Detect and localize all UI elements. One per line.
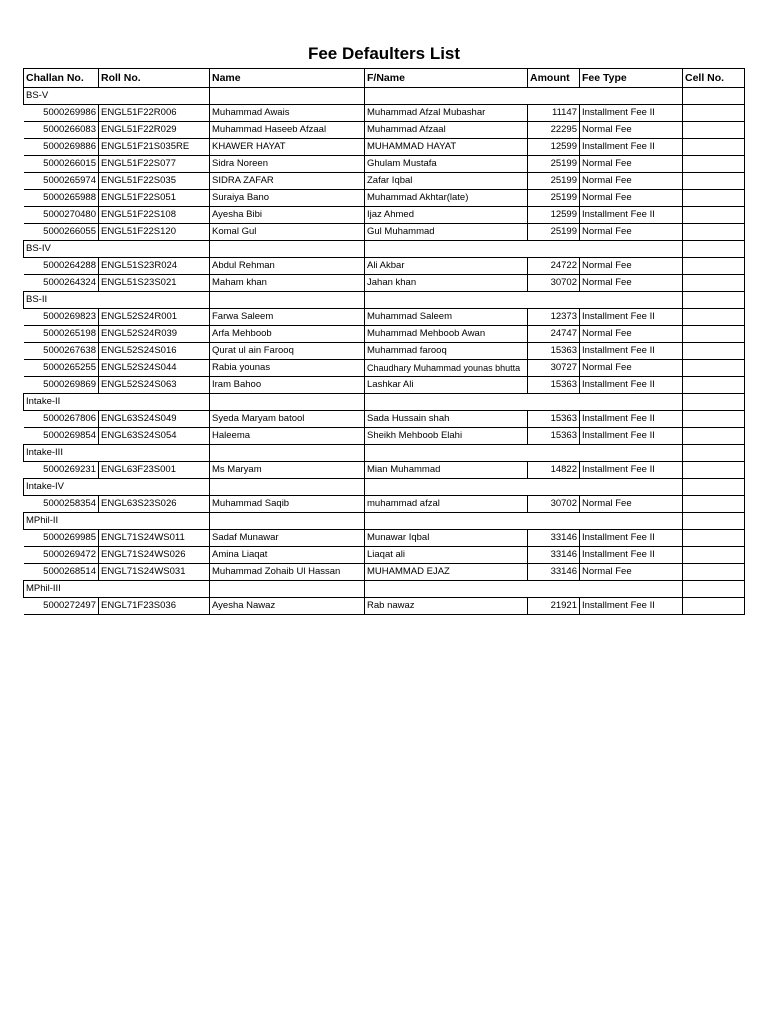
roll-cell: ENGL51F22S051 xyxy=(99,190,210,207)
table-row xyxy=(24,564,745,581)
cell-no-cell xyxy=(683,598,745,615)
section-row xyxy=(24,241,745,258)
challan-cell: 5000265974 xyxy=(24,173,99,190)
name-cell: Suraiya Bano xyxy=(210,190,365,207)
section-spacer xyxy=(210,513,365,530)
section-spacer xyxy=(210,88,365,105)
fee-type-cell: Installment Fee II xyxy=(580,411,683,428)
section-spacer xyxy=(580,513,683,530)
challan-cell: 5000269869 xyxy=(24,377,99,394)
name-cell: Muhammad Zohaib Ul Hassan xyxy=(210,564,365,581)
column-header-name: Name xyxy=(210,69,365,88)
section-spacer xyxy=(683,581,745,598)
section-spacer xyxy=(99,241,210,258)
roll-cell: ENGL51S23R024 xyxy=(99,258,210,275)
section-spacer xyxy=(210,479,365,496)
table-row xyxy=(24,224,745,241)
cell-no-cell xyxy=(683,173,745,190)
table-row xyxy=(24,309,745,326)
challan-cell: 5000269886 xyxy=(24,139,99,156)
cell-no-cell xyxy=(683,139,745,156)
challan-cell: 5000264288 xyxy=(24,258,99,275)
name-cell: Ms Maryam xyxy=(210,462,365,479)
roll-cell: ENGL71F23S036 xyxy=(99,598,210,615)
fname-cell: MUHAMMAD HAYAT xyxy=(365,139,528,156)
fname-cell: Muhammad Mehboob Awan xyxy=(365,326,528,343)
name-cell: Muhammad Awais xyxy=(210,105,365,122)
roll-cell: ENGL51S23S021 xyxy=(99,275,210,292)
section-spacer xyxy=(528,513,580,530)
section-spacer xyxy=(99,292,210,309)
column-header-challan: Challan No. xyxy=(24,69,99,88)
section-spacer xyxy=(99,513,210,530)
fee-type-cell: Normal Fee xyxy=(580,326,683,343)
fname-cell: Chaudhary Muhammad younas bhutta xyxy=(365,360,528,377)
table-row xyxy=(24,173,745,190)
section-spacer xyxy=(580,581,683,598)
roll-cell: ENGL71S24WS026 xyxy=(99,547,210,564)
fee-type-cell: Normal Fee xyxy=(580,275,683,292)
table-row xyxy=(24,122,745,139)
fname-cell: Ijaz Ahmed xyxy=(365,207,528,224)
fee-type-cell: Normal Fee xyxy=(580,496,683,513)
fname-cell: Jahan khan xyxy=(365,275,528,292)
name-cell: Haleema xyxy=(210,428,365,445)
section-spacer xyxy=(99,581,210,598)
cell-no-cell xyxy=(683,207,745,224)
section-spacer xyxy=(210,292,365,309)
table-row xyxy=(24,496,745,513)
section-spacer xyxy=(365,445,528,462)
fname-cell: Sada Hussain shah xyxy=(365,411,528,428)
section-label: BS-II xyxy=(24,292,99,309)
fee-type-cell: Installment Fee II xyxy=(580,309,683,326)
cell-no-cell xyxy=(683,275,745,292)
defaulters-table xyxy=(23,68,745,615)
challan-cell: 5000269823 xyxy=(24,309,99,326)
challan-cell: 5000265198 xyxy=(24,326,99,343)
roll-cell: ENGL63S23S026 xyxy=(99,496,210,513)
section-label: MPhil-II xyxy=(24,513,99,530)
challan-cell: 5000265988 xyxy=(24,190,99,207)
challan-cell: 5000269231 xyxy=(24,462,99,479)
amount-cell: 15363 xyxy=(528,377,580,394)
cell-no-cell xyxy=(683,411,745,428)
cell-no-cell xyxy=(683,377,745,394)
fee-type-cell: Normal Fee xyxy=(580,122,683,139)
section-label: BS-IV xyxy=(24,241,99,258)
section-spacer xyxy=(683,241,745,258)
challan-cell: 5000268514 xyxy=(24,564,99,581)
fname-cell: Lashkar Ali xyxy=(365,377,528,394)
fee-type-cell: Installment Fee II xyxy=(580,530,683,547)
fname-cell: Sheikh Mehboob Elahi xyxy=(365,428,528,445)
amount-cell: 33146 xyxy=(528,547,580,564)
section-row xyxy=(24,88,745,105)
roll-cell: ENGL52S24R001 xyxy=(99,309,210,326)
roll-cell: ENGL52S24S016 xyxy=(99,343,210,360)
roll-cell: ENGL51F22S108 xyxy=(99,207,210,224)
table-row xyxy=(24,360,745,377)
column-header-cell: Cell No. xyxy=(683,69,745,88)
challan-cell: 5000266055 xyxy=(24,224,99,241)
section-spacer xyxy=(580,241,683,258)
fname-cell: Mian Muhammad xyxy=(365,462,528,479)
fee-type-cell: Normal Fee xyxy=(580,360,683,377)
amount-cell: 25199 xyxy=(528,173,580,190)
amount-cell: 30702 xyxy=(528,496,580,513)
fname-cell: Muhammad Akhtar(late) xyxy=(365,190,528,207)
fname-cell: Muhammad Afzal Mubashar xyxy=(365,105,528,122)
section-row xyxy=(24,292,745,309)
header-row xyxy=(24,69,745,88)
cell-no-cell xyxy=(683,224,745,241)
fee-type-cell: Installment Fee II xyxy=(580,377,683,394)
name-cell: Ayesha Nawaz xyxy=(210,598,365,615)
fee-type-cell: Normal Fee xyxy=(580,224,683,241)
fname-cell: MUHAMMAD EJAZ xyxy=(365,564,528,581)
amount-cell: 11147 xyxy=(528,105,580,122)
table-row xyxy=(24,377,745,394)
section-row xyxy=(24,479,745,496)
fname-cell: Ghulam Mustafa xyxy=(365,156,528,173)
fee-type-cell: Normal Fee xyxy=(580,190,683,207)
cell-no-cell xyxy=(683,190,745,207)
table-body xyxy=(24,88,745,615)
cell-no-cell xyxy=(683,547,745,564)
section-spacer xyxy=(580,394,683,411)
roll-cell: ENGL63F23S001 xyxy=(99,462,210,479)
fname-cell: Gul Muhammad xyxy=(365,224,528,241)
roll-cell: ENGL71S24WS011 xyxy=(99,530,210,547)
challan-cell: 5000267806 xyxy=(24,411,99,428)
section-spacer xyxy=(365,394,528,411)
amount-cell: 21921 xyxy=(528,598,580,615)
section-spacer xyxy=(580,445,683,462)
roll-cell: ENGL63S24S054 xyxy=(99,428,210,445)
amount-cell: 12599 xyxy=(528,139,580,156)
roll-cell: ENGL51F21S035RE xyxy=(99,139,210,156)
fname-cell: muhammad afzal xyxy=(365,496,528,513)
fee-type-cell: Installment Fee II xyxy=(580,105,683,122)
amount-cell: 30727 xyxy=(528,360,580,377)
section-spacer xyxy=(210,445,365,462)
section-spacer xyxy=(528,88,580,105)
section-spacer xyxy=(580,88,683,105)
fee-type-cell: Normal Fee xyxy=(580,156,683,173)
section-spacer xyxy=(365,241,528,258)
amount-cell: 15363 xyxy=(528,428,580,445)
roll-cell: ENGL52S24R039 xyxy=(99,326,210,343)
fee-type-cell: Installment Fee II xyxy=(580,598,683,615)
table-row xyxy=(24,428,745,445)
section-spacer xyxy=(99,445,210,462)
fname-cell: Liaqat ali xyxy=(365,547,528,564)
table-row xyxy=(24,139,745,156)
table-row xyxy=(24,275,745,292)
section-spacer xyxy=(528,581,580,598)
fname-cell: Muhammad Afzaal xyxy=(365,122,528,139)
fname-cell: Muhammad Saleem xyxy=(365,309,528,326)
column-header-fee-type: Fee Type xyxy=(580,69,683,88)
section-spacer xyxy=(528,445,580,462)
section-spacer xyxy=(365,88,528,105)
section-label: Intake-II xyxy=(24,394,99,411)
name-cell: Syeda Maryam batool xyxy=(210,411,365,428)
section-spacer xyxy=(99,394,210,411)
column-header-amount: Amount xyxy=(528,69,580,88)
table-row xyxy=(24,258,745,275)
name-cell: KHAWER HAYAT xyxy=(210,139,365,156)
challan-cell: 5000267638 xyxy=(24,343,99,360)
cell-no-cell xyxy=(683,156,745,173)
name-cell: Sidra Noreen xyxy=(210,156,365,173)
section-label: BS-V xyxy=(24,88,99,105)
section-spacer xyxy=(210,581,365,598)
cell-no-cell xyxy=(683,326,745,343)
section-spacer xyxy=(528,479,580,496)
fee-type-cell: Installment Fee II xyxy=(580,343,683,360)
table-row xyxy=(24,462,745,479)
fee-type-cell: Installment Fee II xyxy=(580,462,683,479)
cell-no-cell xyxy=(683,530,745,547)
roll-cell: ENGL52S24S044 xyxy=(99,360,210,377)
amount-cell: 12373 xyxy=(528,309,580,326)
page-title: Fee Defaulters List xyxy=(307,44,461,63)
section-row xyxy=(24,394,745,411)
challan-cell: 5000269854 xyxy=(24,428,99,445)
section-spacer xyxy=(528,394,580,411)
name-cell: Sadaf Munawar xyxy=(210,530,365,547)
name-cell: Ayesha Bibi xyxy=(210,207,365,224)
fee-type-cell: Normal Fee xyxy=(580,564,683,581)
section-spacer xyxy=(365,513,528,530)
name-cell: Muhammad Haseeb Afzaal xyxy=(210,122,365,139)
name-cell: Muhammad Saqib xyxy=(210,496,365,513)
name-cell: Amina Liaqat xyxy=(210,547,365,564)
challan-cell: 5000266015 xyxy=(24,156,99,173)
challan-cell: 5000269985 xyxy=(24,530,99,547)
cell-no-cell xyxy=(683,360,745,377)
fee-type-cell: Installment Fee II xyxy=(580,428,683,445)
section-spacer xyxy=(365,479,528,496)
amount-cell: 24747 xyxy=(528,326,580,343)
column-header-roll: Roll No. xyxy=(99,69,210,88)
amount-cell: 14822 xyxy=(528,462,580,479)
amount-cell: 25199 xyxy=(528,156,580,173)
table-row xyxy=(24,105,745,122)
amount-cell: 33146 xyxy=(528,564,580,581)
challan-cell: 5000272497 xyxy=(24,598,99,615)
fname-cell: Muhammad farooq xyxy=(365,343,528,360)
amount-cell: 15363 xyxy=(528,411,580,428)
table-row xyxy=(24,598,745,615)
name-cell: Qurat ul ain Farooq xyxy=(210,343,365,360)
challan-cell: 5000269986 xyxy=(24,105,99,122)
cell-no-cell xyxy=(683,122,745,139)
name-cell: Abdul Rehman xyxy=(210,258,365,275)
table-row xyxy=(24,156,745,173)
table-row xyxy=(24,547,745,564)
cell-no-cell xyxy=(683,462,745,479)
fee-type-cell: Installment Fee II xyxy=(580,207,683,224)
name-cell: Iram Bahoo xyxy=(210,377,365,394)
name-cell: Maham khan xyxy=(210,275,365,292)
section-spacer xyxy=(99,88,210,105)
table-row xyxy=(24,190,745,207)
amount-cell: 33146 xyxy=(528,530,580,547)
challan-cell: 5000266083 xyxy=(24,122,99,139)
challan-cell: 5000258354 xyxy=(24,496,99,513)
amount-cell: 24722 xyxy=(528,258,580,275)
fname-cell: Ali Akbar xyxy=(365,258,528,275)
section-row xyxy=(24,513,745,530)
roll-cell: ENGL51F22S120 xyxy=(99,224,210,241)
section-label: Intake-III xyxy=(24,445,99,462)
section-spacer xyxy=(528,241,580,258)
amount-cell: 30702 xyxy=(528,275,580,292)
roll-cell: ENGL52S24S063 xyxy=(99,377,210,394)
section-spacer xyxy=(683,445,745,462)
column-header-fname: F/Name xyxy=(365,69,528,88)
section-spacer xyxy=(528,292,580,309)
roll-cell: ENGL51F22S077 xyxy=(99,156,210,173)
section-spacer xyxy=(580,479,683,496)
table-row xyxy=(24,343,745,360)
name-cell: Rabia younas xyxy=(210,360,365,377)
section-spacer xyxy=(683,394,745,411)
cell-no-cell xyxy=(683,343,745,360)
section-spacer xyxy=(683,88,745,105)
amount-cell: 22295 xyxy=(528,122,580,139)
cell-no-cell xyxy=(683,428,745,445)
section-label: Intake-IV xyxy=(24,479,99,496)
section-spacer xyxy=(683,479,745,496)
amount-cell: 12599 xyxy=(528,207,580,224)
challan-cell: 5000264324 xyxy=(24,275,99,292)
fname-cell: Rab nawaz xyxy=(365,598,528,615)
table-row xyxy=(24,530,745,547)
fee-type-cell: Normal Fee xyxy=(580,258,683,275)
challan-cell: 5000269472 xyxy=(24,547,99,564)
cell-no-cell xyxy=(683,564,745,581)
section-label: MPhil-III xyxy=(24,581,99,598)
fname-cell: Zafar Iqbal xyxy=(365,173,528,190)
name-cell: SIDRA ZAFAR xyxy=(210,173,365,190)
name-cell: Komal Gul xyxy=(210,224,365,241)
challan-cell: 5000265255 xyxy=(24,360,99,377)
roll-cell: ENGL71S24WS031 xyxy=(99,564,210,581)
roll-cell: ENGL51F22R006 xyxy=(99,105,210,122)
table-row xyxy=(24,411,745,428)
cell-no-cell xyxy=(683,105,745,122)
section-spacer xyxy=(683,513,745,530)
section-spacer xyxy=(99,479,210,496)
section-row xyxy=(24,581,745,598)
amount-cell: 25199 xyxy=(528,190,580,207)
cell-no-cell xyxy=(683,496,745,513)
fname-cell: Munawar Iqbal xyxy=(365,530,528,547)
fee-type-cell: Installment Fee II xyxy=(580,547,683,564)
table-row xyxy=(24,326,745,343)
fee-type-cell: Normal Fee xyxy=(580,173,683,190)
fee-type-cell: Installment Fee II xyxy=(580,139,683,156)
roll-cell: ENGL63S24S049 xyxy=(99,411,210,428)
section-spacer xyxy=(365,581,528,598)
section-spacer xyxy=(210,241,365,258)
cell-no-cell xyxy=(683,309,745,326)
section-spacer xyxy=(580,292,683,309)
amount-cell: 25199 xyxy=(528,224,580,241)
challan-cell: 5000270480 xyxy=(24,207,99,224)
table-row xyxy=(24,207,745,224)
section-spacer xyxy=(683,292,745,309)
amount-cell: 15363 xyxy=(528,343,580,360)
name-cell: Arfa Mehboob xyxy=(210,326,365,343)
roll-cell: ENGL51F22R029 xyxy=(99,122,210,139)
cell-no-cell xyxy=(683,258,745,275)
section-spacer xyxy=(210,394,365,411)
section-row xyxy=(24,445,745,462)
name-cell: Farwa Saleem xyxy=(210,309,365,326)
section-spacer xyxy=(365,292,528,309)
roll-cell: ENGL51F22S035 xyxy=(99,173,210,190)
